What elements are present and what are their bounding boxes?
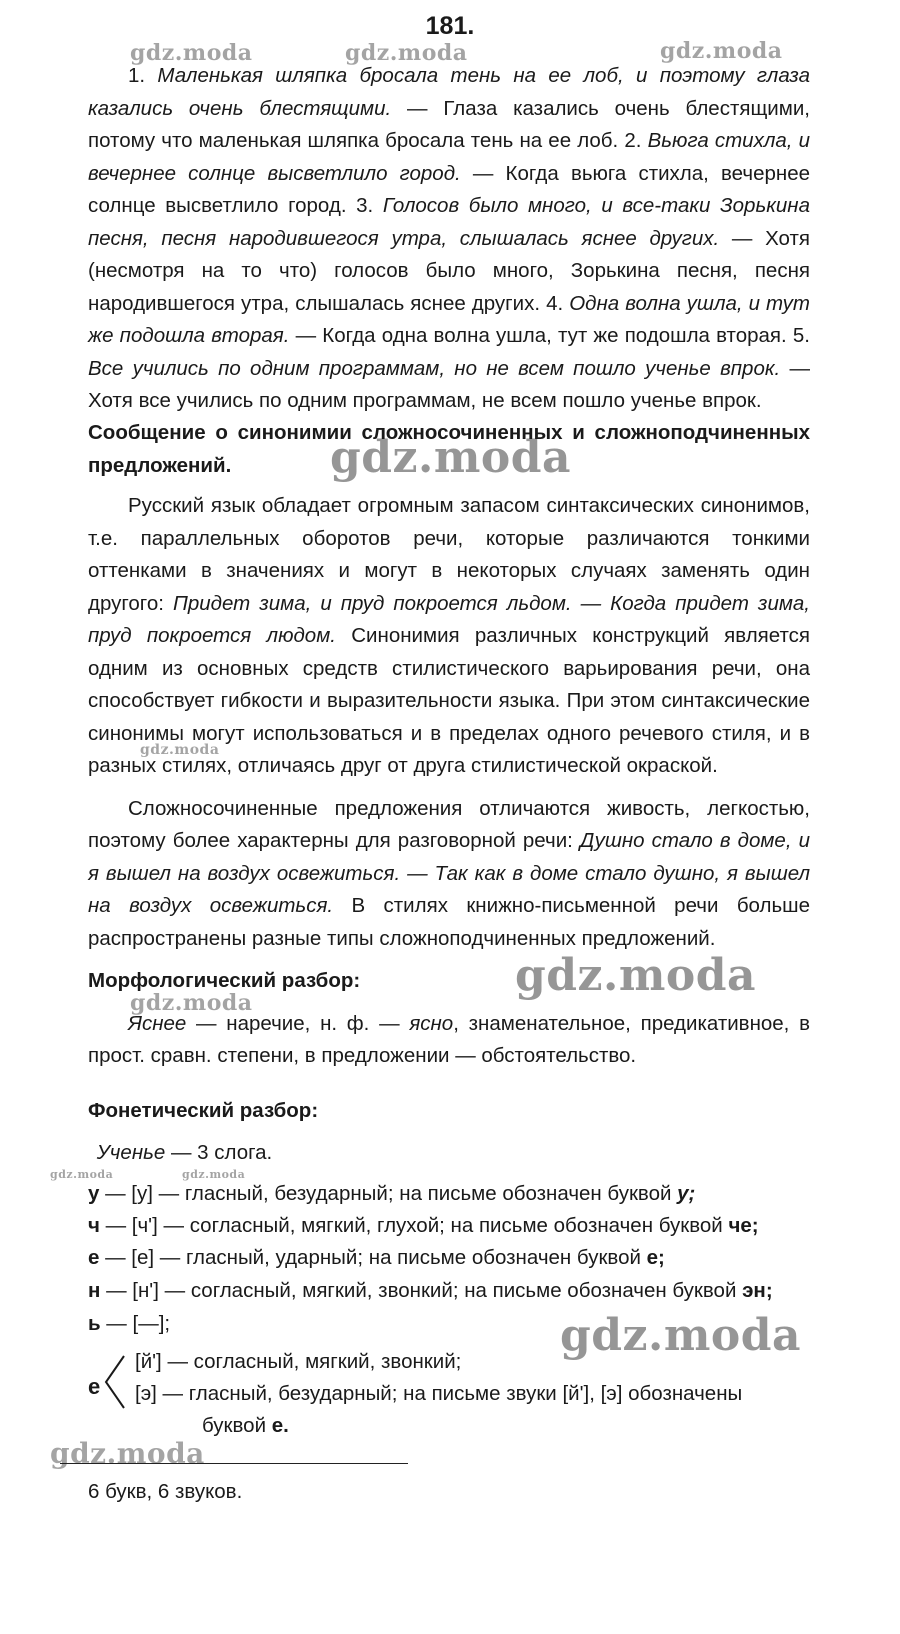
phon-description: гласный, ударный; на письме обозначен буквой [185, 1246, 647, 1269]
summary: 6 букв, 6 звуков. [88, 1480, 243, 1503]
italic-example: ясно [409, 1011, 454, 1035]
phon-e-mark-3: е. [271, 1414, 289, 1437]
watermark: gdz.moda [560, 1310, 802, 1361]
italic-example: Маленькая шляпка бросала тень на ее лоб, и поэтому глаза казались очень блестящими. [88, 64, 810, 120]
text-run: В стилях книжно-письменной речи больше распространены разные типы сложноподчиненных предложений. [88, 894, 810, 950]
phon-row [88, 1308, 810, 1341]
text-run: Сложносочиненные предложения отличаются живость, легкостью, поэтому более характерны для разговорной речи: [88, 796, 810, 852]
morph-heading: Морфологический разбор: [88, 969, 361, 992]
text-run: — наречие, н. ф. — [186, 1011, 410, 1035]
phon-e-letter: е [88, 1374, 101, 1399]
phon-word-line [88, 1137, 810, 1170]
phon-sound: — [ч'] — [99, 1214, 190, 1237]
text-run: Русский язык обладает огромным запасом синтаксических синонимов, т.е. параллельных оборотов речи, которые различаются тонкими оттенками в значениях и могут в некоторых случаях заменять один другого: [88, 494, 810, 615]
phon-word: Ученье [96, 1141, 166, 1164]
italic-example: Вьюга стихла, и вечернее солнце высветлило город. [88, 129, 810, 185]
task-1-text [88, 60, 810, 418]
phon-e-row-2 [135, 1378, 857, 1411]
branch-bracket-icon [104, 1352, 126, 1412]
phon-e-desc-3: буквой [202, 1414, 272, 1437]
watermark: gdz.moda [330, 432, 572, 483]
text-run: — Когда вьюга стихла, вечернее солнце высветлило город. 3. [88, 161, 810, 217]
phon-e-sound-2: [э] — [135, 1382, 189, 1405]
phon-row [88, 1242, 810, 1275]
phon-letter-mark: у; [677, 1182, 696, 1205]
phon-e-row-1 [135, 1346, 857, 1379]
watermark: gdz.moda [660, 38, 783, 64]
italic-example: Душно стало в доме, и я вышел на воздух освежиться. — Так как в доме стало душно, я вышел на воздух освежиться. [88, 829, 810, 917]
phon-sound: — [—]; [100, 1312, 171, 1335]
page-number: 181. [425, 12, 475, 40]
synonymy-section [88, 417, 810, 955]
watermark: gdz.moda [140, 742, 220, 758]
text-run: 1. [128, 64, 158, 87]
phon-sound: — [н'] — [100, 1279, 191, 1302]
italic-example: Яснее [128, 1011, 187, 1035]
watermark: gdz.moda [130, 990, 253, 1016]
morph-text [88, 1008, 810, 1073]
italic-example: Одна волна ушла, и тут же подошла вторая. [88, 291, 811, 347]
synonymy-heading: Сообщение о синонимии сложносочиненных и сложноподчиненных предложений. [88, 421, 810, 477]
watermark: gdz.moda [50, 1168, 114, 1181]
phon-syllables: — 3 слога. [165, 1141, 273, 1164]
divider-line [60, 1463, 408, 1464]
watermark: gdz.moda [50, 1437, 205, 1470]
morph-section [88, 965, 810, 1073]
text-run: — Глаза казались очень блестящими, потому что маленькая шляпка бросала тень на ее лоб. 2. [88, 96, 810, 152]
phon-letter: н [88, 1279, 101, 1302]
phon-description: согласный, мягкий, звонкий; на письме обозначен буквой [190, 1279, 743, 1302]
phon-letter: у [88, 1182, 100, 1205]
phon-row [88, 1210, 810, 1243]
phon-sound: — [у] — [99, 1182, 185, 1205]
phon-heading: Фонетический разбор: [88, 1099, 319, 1122]
phon-row [88, 1178, 810, 1211]
phon-e-desc-1: согласный, мягкий, звонкий; [193, 1350, 462, 1373]
phon-sound: — [е] — [99, 1246, 186, 1269]
watermark: gdz.moda [130, 40, 253, 66]
phon-row [88, 1275, 810, 1308]
phon-heading-block [88, 1095, 810, 1128]
phon-letter: ч [88, 1214, 100, 1237]
synonymy-paragraph-2 [88, 793, 810, 956]
phon-e-desc-2: гласный, безударный; на письме звуки [й'], [э] обозначены [188, 1382, 743, 1405]
phon-description: гласный, безударный; на письме обозначен буквой [184, 1182, 678, 1205]
synonymy-paragraph-1 [88, 490, 810, 783]
phon-letter-mark: е; [646, 1246, 665, 1269]
text-run: Синонимия различных конструкций является одним из основных средств стилистического варьирования речи, она способствует гибкости и выразительности языка. При этом синтаксические синонимы могут использоваться и в пределах одного речевого стиля, и в разных стилях, отличаясь друг от друга стилистической окраской. [88, 624, 810, 777]
phon-letter: ь [88, 1312, 101, 1335]
text-run: — Когда одна волна ушла, тут же подошла вторая. 5. [289, 324, 810, 347]
text-run: — Хотя (несмотря на то что) голосов было много, Зорькина песня, песня народившегося утра, слышалась яснее других. 4. [88, 226, 810, 315]
phon-letter-mark: че; [728, 1214, 759, 1237]
text-run: — Хотя все учились по одним программам, не всем пошло ученье впрок. [88, 356, 810, 412]
italic-example: Все учились по одним программам, но не всем пошло ученье впрок. [88, 356, 781, 380]
phon-letter-mark: эн; [742, 1279, 773, 1302]
watermark: gdz.moda [345, 40, 468, 66]
phon-letter: е [88, 1246, 100, 1269]
italic-example: Придет зима, и пруд покроется льдом. — Когда придет зима, пруд покроется людом. [88, 591, 810, 647]
task-1-paragraph [88, 60, 810, 418]
text-run: , знаменательное, предикативное, в прост. сравн. степени, в предложении — обстоятельство. [88, 1011, 810, 1067]
watermark: gdz.moda [182, 1168, 246, 1181]
phon-description: согласный, мягкий, глухой; на письме обозначен буквой [189, 1214, 729, 1237]
watermark: gdz.moda [515, 950, 757, 1001]
phon-e-row-3 [202, 1410, 900, 1443]
phon-e-sound-1: [й'] — [135, 1350, 194, 1373]
italic-example: Голосов было много, и все-таки Зорькина песня, песня народившегося утра, слышалась яснее других. [88, 194, 810, 250]
